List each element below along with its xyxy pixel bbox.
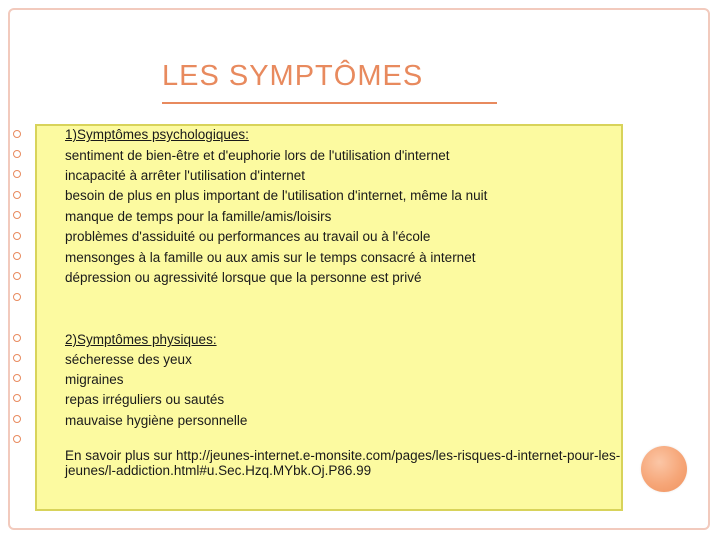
bullet-icon <box>13 232 21 240</box>
list-item: sentiment de bien-être et d'euphorie lors de l'utilisation d'internet <box>65 148 450 163</box>
bullet-icon <box>13 374 21 382</box>
slide-title: LES SYMPTÔMES <box>162 60 424 92</box>
bullet-icon <box>13 191 21 199</box>
bullet-icon <box>13 130 21 138</box>
bullet-icon <box>13 435 21 443</box>
decorative-circle <box>641 446 687 492</box>
list-item: mauvaise hygiène personnelle <box>65 413 248 428</box>
bullet-icon <box>13 150 21 158</box>
list-item: besoin de plus en plus important de l'utilisation d'internet, même la nuit <box>65 188 488 203</box>
bullet-icon <box>13 354 21 362</box>
physical-heading: 2)Symptômes physiques: <box>65 332 217 347</box>
source-note: En savoir plus sur http://jeunes-internet.e-monsite.com/pages/les-risques-d-internet-pour-les-jeunes/l-addiction.html#u.Sec.Hzq.MYbk.Oj.P86.99 <box>65 448 621 478</box>
list-item: problèmes d'assiduité ou performances au travail ou à l'école <box>65 229 431 244</box>
bullet-icon <box>13 211 21 219</box>
bullet-icon <box>13 272 21 280</box>
list-item: repas irréguliers ou sautés <box>65 392 225 407</box>
bullet-icon <box>13 252 21 260</box>
list-item: dépression ou agressivité lorsque que la personne est privé <box>65 270 422 285</box>
list-item: incapacité à arrêter l'utilisation d'internet <box>65 168 306 183</box>
title-underline <box>162 102 497 104</box>
list-item: manque de temps pour la famille/amis/loisirs <box>65 209 332 224</box>
psychological-heading: 1)Symptômes psychologiques: <box>65 127 249 142</box>
bullet-icon <box>13 293 21 301</box>
list-item: mensonges à la famille ou aux amis sur le temps consacré à internet <box>65 250 476 265</box>
bullet-icon <box>13 415 21 423</box>
bullet-icon <box>13 334 21 342</box>
bullet-icon <box>13 170 21 178</box>
list-item: migraines <box>65 372 124 387</box>
list-item: sécheresse des yeux <box>65 352 192 367</box>
bullet-icon <box>13 394 21 402</box>
